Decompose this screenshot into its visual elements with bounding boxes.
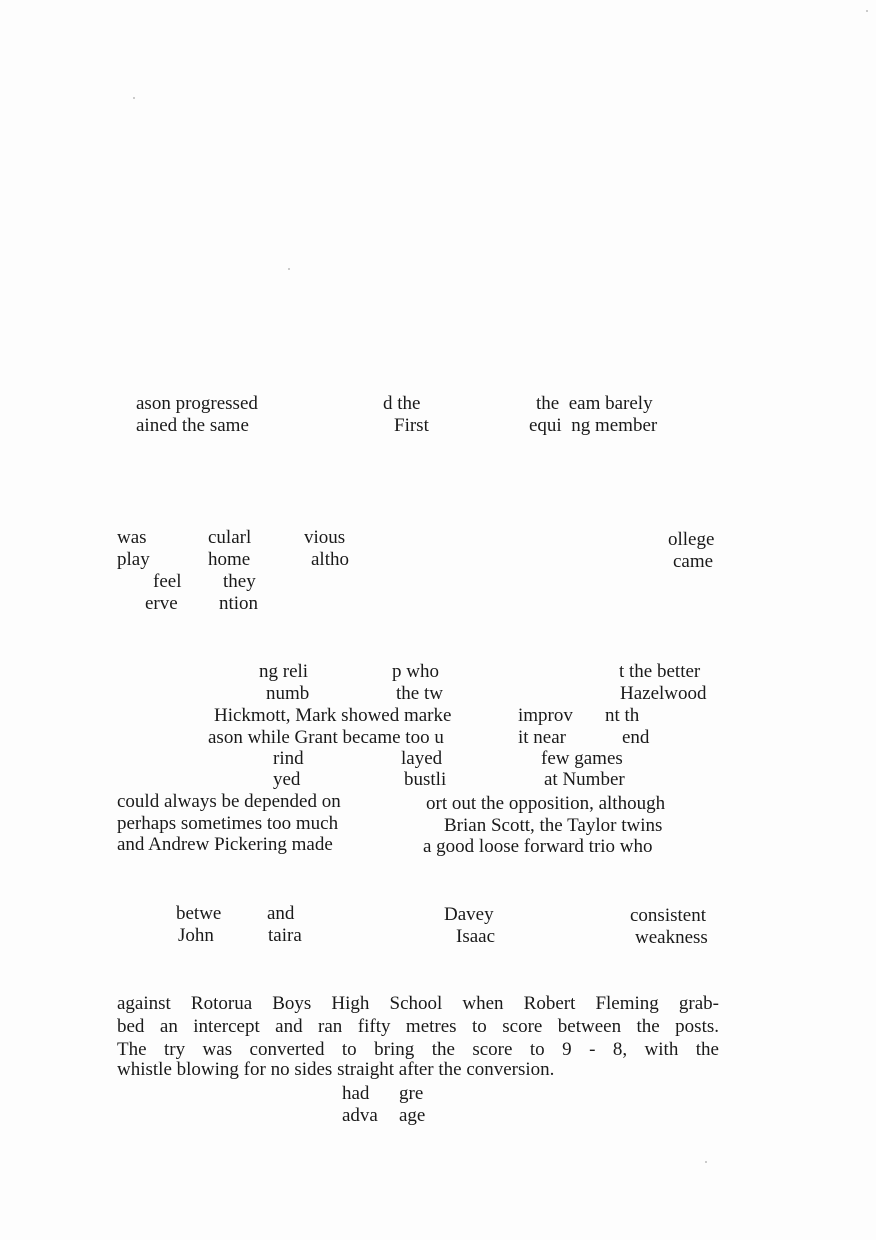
text-fragment: erve (145, 593, 178, 614)
scan-speck (288, 268, 290, 270)
text-fragment: feel (153, 571, 182, 592)
text-fragment: Isaac (456, 926, 496, 947)
text-fragment: weakness (635, 927, 708, 948)
scan-speck (866, 10, 868, 12)
text-fragment: at Number (544, 769, 625, 790)
text-fragment: John (178, 925, 214, 946)
text-line: whistle blowing for no sides straight after the conversion. (117, 1059, 555, 1080)
text-fragment: nt th (605, 705, 640, 726)
text-fragment: consistent (630, 905, 706, 926)
text-fragment: age (399, 1105, 426, 1126)
text-fragment: taira (268, 925, 302, 946)
text-fragment: Hickmott, Mark showed marke (214, 705, 452, 726)
text-fragment: they (223, 571, 256, 592)
text-fragment: cularl (208, 527, 252, 548)
text-fragment: betwe (176, 903, 222, 924)
text-fragment: had (342, 1083, 370, 1104)
text-fragment: altho (311, 549, 349, 570)
text-fragment: perhaps sometimes too much (117, 813, 339, 834)
text-fragment: rind (273, 748, 304, 769)
text-fragment: adva (342, 1105, 378, 1126)
text-fragment: came (673, 551, 714, 572)
text-fragment: end (622, 727, 650, 748)
text-fragment: ason progressed (136, 393, 258, 414)
text-fragment: First (394, 415, 429, 436)
text-fragment: ollege (668, 529, 715, 550)
text-line: bed an intercept and ran fifty metres to score between the posts. (117, 1016, 719, 1037)
text-fragment: p who (392, 661, 439, 682)
text-fragment: ason while Grant became too u (208, 727, 444, 748)
text-line: against Rotorua Boys High School when Robert Fleming grab- (117, 993, 719, 1014)
text-fragment: few games (541, 748, 623, 769)
text-line: The try was converted to bring the score to 9 - 8, with the (117, 1039, 719, 1060)
text-fragment: improv (518, 705, 573, 726)
text-fragment: Brian Scott, the Taylor twins (444, 815, 663, 836)
text-fragment: t the better (619, 661, 701, 682)
text-fragment: equi ng member (529, 415, 658, 436)
text-fragment: the eam barely (536, 393, 653, 414)
text-fragment: gre (399, 1083, 424, 1104)
text-fragment: vious (304, 527, 346, 548)
text-fragment: d the (383, 393, 421, 414)
text-fragment: Hazelwood (620, 683, 707, 704)
text-fragment: Davey (444, 904, 494, 925)
scan-speck (133, 97, 135, 99)
text-fragment: bustli (404, 769, 447, 790)
text-fragment: home (208, 549, 251, 570)
text-fragment: play (117, 549, 150, 570)
scan-speck (705, 1161, 707, 1163)
text-fragment: ained the same (136, 415, 249, 436)
text-fragment: a good loose forward trio who (423, 836, 653, 857)
text-fragment: ng reli (259, 661, 309, 682)
text-fragment: the tw (396, 683, 443, 704)
text-fragment: numb (266, 683, 310, 704)
text-fragment: it near (518, 727, 567, 748)
text-fragment: could always be depended on (117, 791, 341, 812)
text-fragment: yed (273, 769, 301, 790)
text-fragment: layed (401, 748, 443, 769)
text-fragment: and (267, 903, 295, 924)
text-fragment: ntion (219, 593, 259, 614)
text-fragment: ort out the opposition, although (426, 793, 666, 814)
text-fragment: and Andrew Pickering made (117, 834, 333, 855)
text-fragment: was (117, 527, 147, 548)
